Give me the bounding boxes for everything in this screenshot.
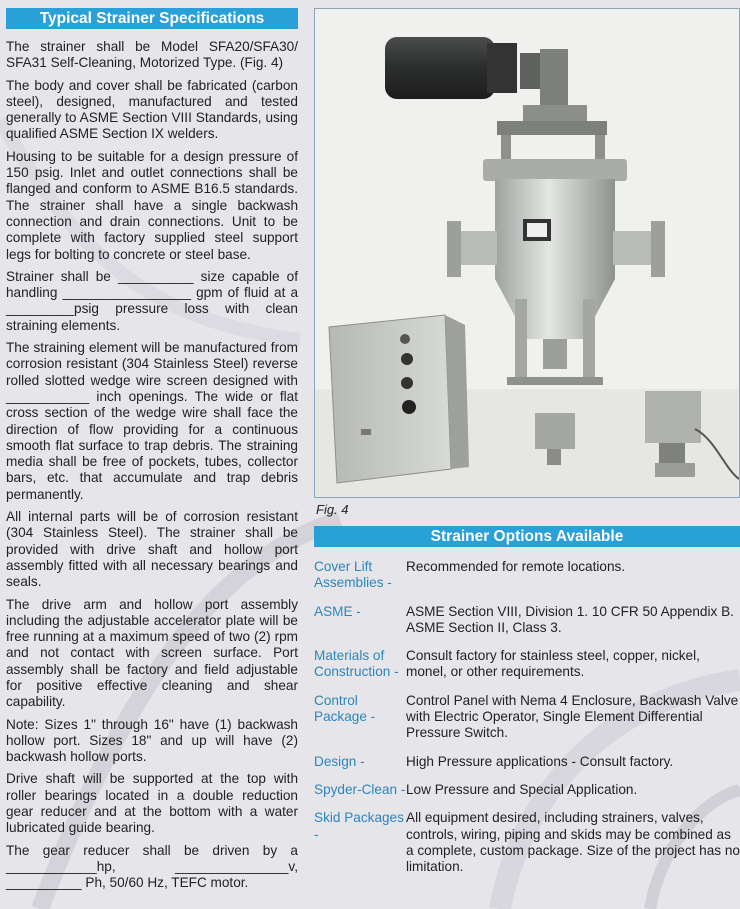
option-description: Control Panel with Nema 4 Enclosure, Backwash Valve with Electric Operator, Single Element Differential Pressure Switch. bbox=[406, 692, 739, 741]
specifications-column bbox=[6, 8, 298, 898]
option-description: All equipment desired, including strainers, valves, controls, wiring, piping and skids may be combined as a complete, custom package. Size of the project has no limitation. bbox=[406, 810, 740, 875]
option-label: Cover Lift Assemblies - bbox=[314, 559, 392, 591]
spec-paragraph: The drive arm and hollow port assembly including the adjustable accelerator plate will be free running at a maximum speed of two (2) rpm and not contact with screen surface. Port assembly shall be factory and field adjustable for positive effective cleaning and shear capability. bbox=[6, 596, 298, 710]
specifications-header: Typical Strainer Specifications bbox=[6, 8, 298, 29]
option-label: Design - bbox=[314, 753, 365, 769]
option-label: Spyder-Clean - bbox=[314, 781, 406, 797]
option-row bbox=[314, 604, 740, 637]
strainer-photo bbox=[314, 8, 740, 498]
option-row bbox=[314, 810, 740, 875]
spec-paragraph: All internal parts will be of corrosion resistant (304 Stainless Steel). The strainer shall be provided with drive shaft and hollow port assembly fitted with all necessary bearings and seals. bbox=[6, 509, 298, 590]
spec-paragraph: Housing to be suitable for a design pressure of 150 psig. Inlet and outlet connections shall be flanged and conform to ASME B16.5 standards. The strainer shall have a single backwash connection and drain connections. Unit to be complete with factory supplied steel support legs for bolting to concrete or steel base. bbox=[6, 148, 298, 262]
option-row bbox=[314, 648, 740, 681]
strainer-illustration bbox=[315, 9, 739, 497]
option-description: ASME Section VIII, Division 1. 10 CFR 50 Appendix B. ASME Section II, Class 3. bbox=[406, 603, 734, 635]
options-header: Strainer Options Available bbox=[314, 526, 740, 547]
spec-paragraph: Strainer shall be __________ size capable of handling _________________ gpm of fluid at a _________psig pressure loss with clean straining elements. bbox=[6, 268, 298, 333]
options-column bbox=[314, 526, 740, 875]
option-description: Consult factory for stainless steel, copper, nickel, monel, or other requirements. bbox=[406, 648, 700, 680]
option-row bbox=[314, 693, 740, 742]
option-row bbox=[314, 559, 740, 592]
spec-paragraph: The gear reducer shall be driven by a ____________hp, _______________v, __________ Ph, 50/60 Hz, TEFC motor. bbox=[6, 842, 298, 891]
option-label: Control Package - bbox=[314, 692, 376, 725]
option-description: Recommended for remote locations. bbox=[406, 559, 626, 574]
control-panel-icon bbox=[329, 315, 469, 483]
option-description: High Pressure applications - Consult factory. bbox=[406, 753, 674, 769]
options-table bbox=[314, 559, 740, 875]
spec-paragraph: The strainer shall be Model SFA20/SFA30/ SFA31 Self-Cleaning, Motorized Type. (Fig. 4) bbox=[6, 39, 298, 71]
spec-paragraph: The straining element will be manufactured from corrosion resistant (304 Stainless Steel) reverse rolled slotted wedge wire screen designed with ___________ inch openings. The wide or flat cross section of the wedge wire shall face the direction of flow providing for a continuous smooth flat surface to trap debris. The straining media shall be free of pockets, tubes, collector bars, etc. that accumulate and trap debris permanently. bbox=[6, 340, 298, 502]
option-label: Skid Packages - bbox=[314, 810, 404, 842]
option-description: Low Pressure and Special Application. bbox=[406, 781, 638, 797]
spec-paragraph: The body and cover shall be fabricated (carbon steel), designed, manufactured and tested generally to ASME Section VIII Standards, using qualified ASME Section IX welders. bbox=[6, 77, 298, 142]
spec-paragraph: Drive shaft will be supported at the top with roller bearings located in a double reduction gear reducer and at the bottom with a water lubricated guide bearing. bbox=[6, 771, 298, 836]
option-row bbox=[314, 782, 740, 798]
option-row bbox=[314, 754, 740, 770]
figure-caption: Fig. 4 bbox=[316, 502, 349, 517]
spec-paragraph: Note: Sizes 1" through 16" have (1) backwash hollow port. Sizes 18" and up will have (2) backwash hollow ports. bbox=[6, 716, 298, 765]
option-label: Materials of Construction - bbox=[314, 648, 399, 680]
option-label: ASME - bbox=[314, 603, 361, 619]
